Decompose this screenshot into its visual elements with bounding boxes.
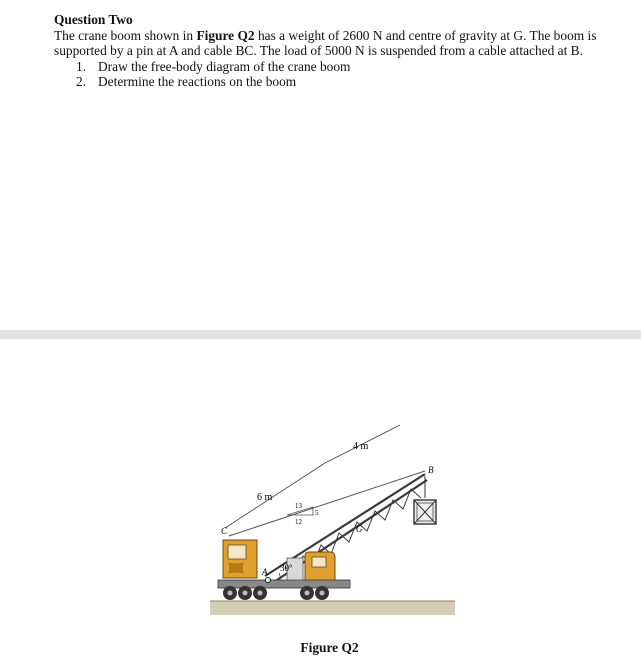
question-title: Question Two [54, 12, 133, 27]
point-b-label: B [428, 465, 434, 475]
figure-reference: Figure Q2 [196, 27, 255, 43]
slope-hyp-label: 13 [295, 502, 302, 510]
dimension-line-6m [225, 463, 325, 528]
list-item-text: Determine the reactions on the boom [98, 74, 297, 90]
slope-run-label: 12 [295, 518, 302, 526]
question-list [54, 59, 614, 90]
dim-6m-label: 6 m [257, 492, 273, 503]
list-item-number: 2. [76, 74, 87, 90]
list-item-number: 1. [76, 58, 87, 74]
crane-boom-figure [195, 418, 465, 618]
question-section [0, 0, 641, 330]
question-body-pre: The crane boom shown in [54, 27, 197, 43]
figure-caption: Figure Q2 [300, 640, 359, 655]
point-a-label: A [262, 567, 268, 577]
list-item [76, 58, 614, 75]
point-c-label: C [221, 526, 228, 536]
dim-4m-label: 4 m [353, 441, 369, 452]
page-divider [0, 330, 641, 339]
question-body-post: has a weight of 2600 N and centre of gravity at G. The boom is supported by a pin at A and cable BC. The load of 5000 N is suspended from a cable attached at B. [54, 27, 597, 59]
list-item [76, 74, 614, 90]
cable-bc [229, 471, 425, 536]
ground [210, 601, 455, 615]
question-body [54, 28, 614, 59]
slope-rise-label: 5 [315, 509, 319, 517]
suspended-load [414, 500, 436, 524]
list-item-text: Draw the free-body diagram of the crane boom [98, 58, 351, 74]
question-block [54, 12, 614, 90]
angle-label: 30° [280, 563, 293, 573]
point-g-label: G [356, 524, 363, 534]
